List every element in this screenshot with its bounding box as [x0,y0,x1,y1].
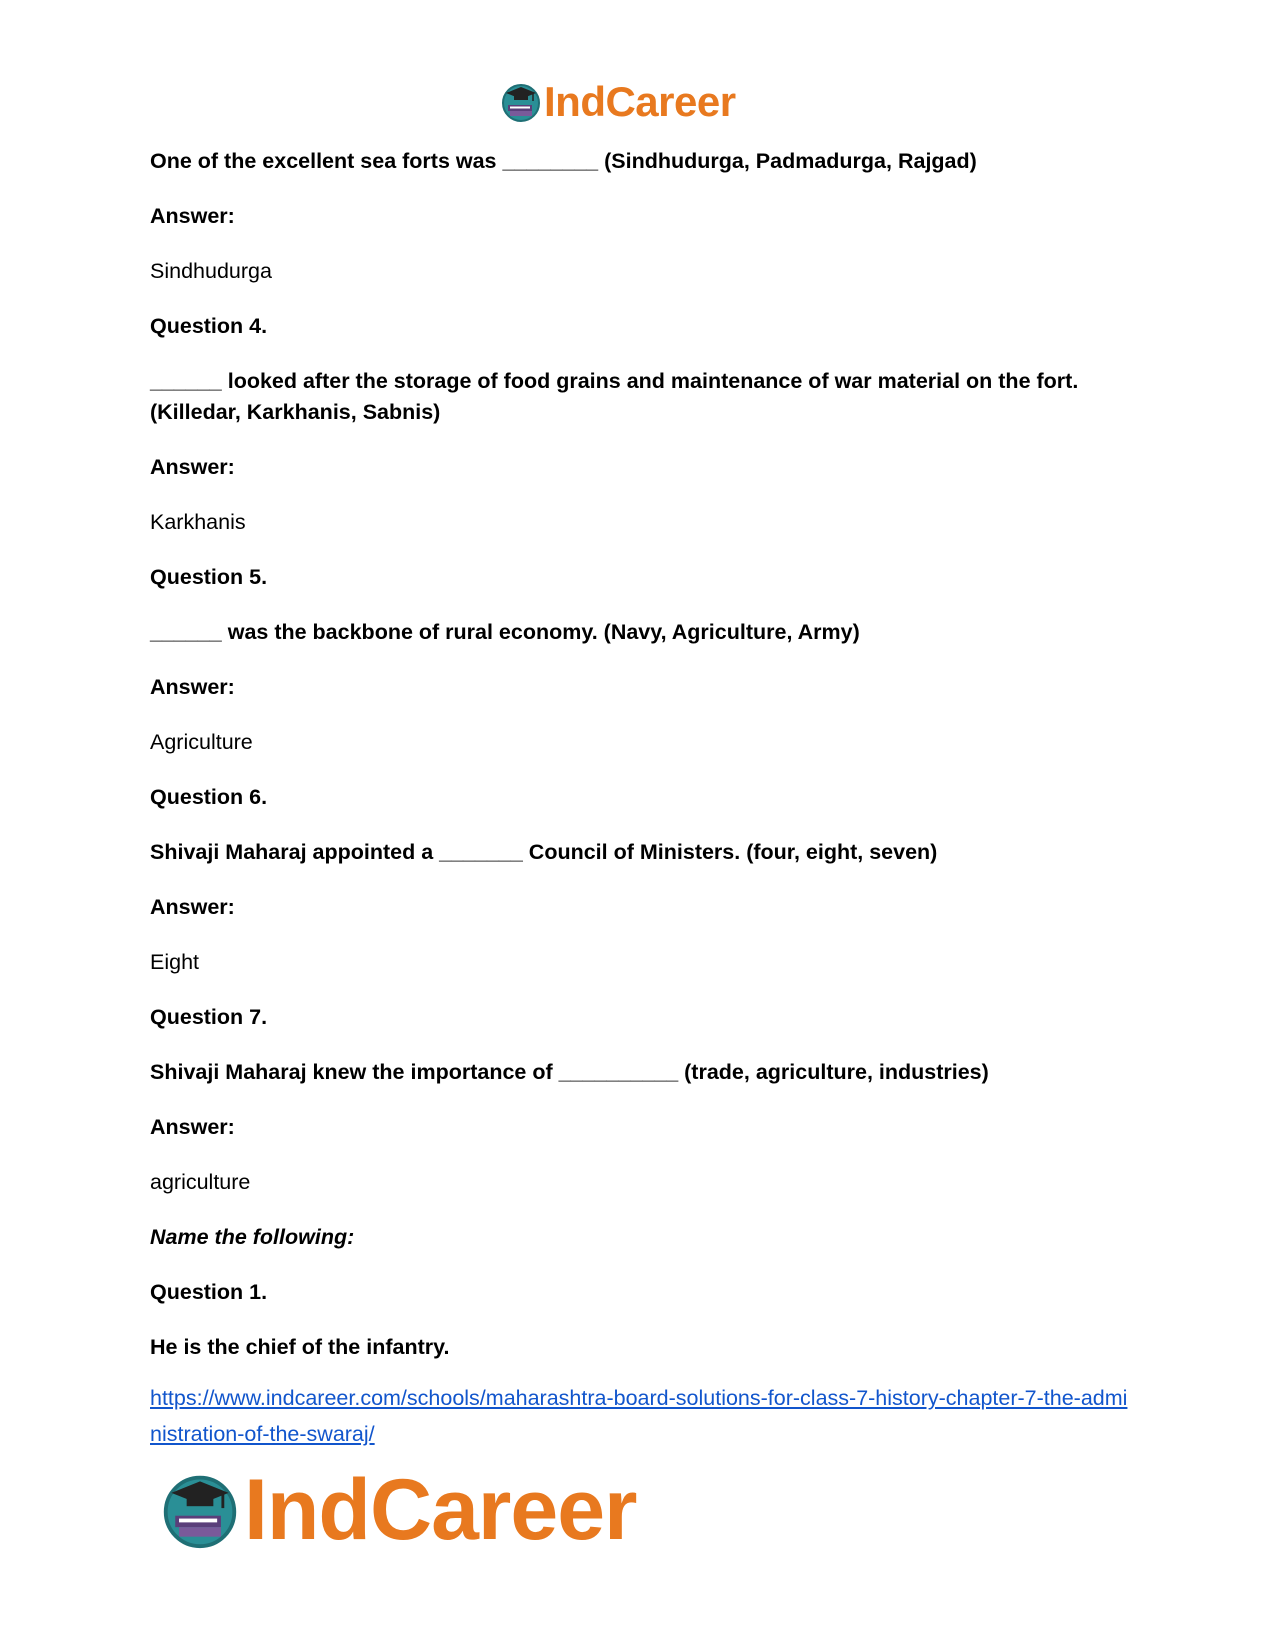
answer-text: Sindhudurga [150,259,272,283]
question-heading: Question 1. [150,1280,268,1304]
graduation-globe-icon [500,81,542,123]
question-7-text: Shivaji Maharaj knew the importance of __________ (trade, agriculture, industries) [150,1060,989,1084]
section-heading: Name the following: [150,1225,355,1249]
question-6-text: Shivaji Maharaj appointed a _______ Council of Ministers. (four, eight, seven) [150,840,938,864]
answer-text: agriculture [150,1170,251,1194]
question-4-text: ______ looked after the storage of food grains and maintenance of war material on the fort. (Killedar, Karkhanis, Sabnis) [150,369,1079,424]
answer-text: Agriculture [150,730,253,754]
footer-logo [160,1462,637,1558]
footer-logo-text: IndCareer [244,1462,637,1558]
answer-text: Karkhanis [150,510,246,534]
answer-label: Answer: [150,455,235,479]
answer-label: Answer: [150,204,235,228]
question-heading: Question 5. [150,565,268,589]
document-body [150,146,1130,1387]
answer-label: Answer: [150,1115,235,1139]
source-link[interactable]: https://www.indcareer.com/schools/maharashtra-board-solutions-for-class-7-history-chapter-7-the-administration-of-the-swaraj/ [150,1386,1128,1446]
answer-label: Answer: [150,675,235,699]
answer-label: Answer: [150,895,235,919]
name-question-1-text: He is the chief of the infantry. [150,1335,450,1359]
header-logo-text: IndCareer [544,78,736,125]
graduation-globe-icon [160,1470,240,1550]
answer-text: Eight [150,950,200,974]
question-5-text: ______ was the backbone of rural economy. (Navy, Agriculture, Army) [150,620,860,644]
question-heading: Question 6. [150,785,268,809]
question-heading: Question 4. [150,314,268,338]
question-heading: Question 7. [150,1005,268,1029]
header-logo [500,78,736,126]
question-3-text: One of the excellent sea forts was ________ (Sindhudurga, Padmadurga, Rajgad) [150,149,977,173]
